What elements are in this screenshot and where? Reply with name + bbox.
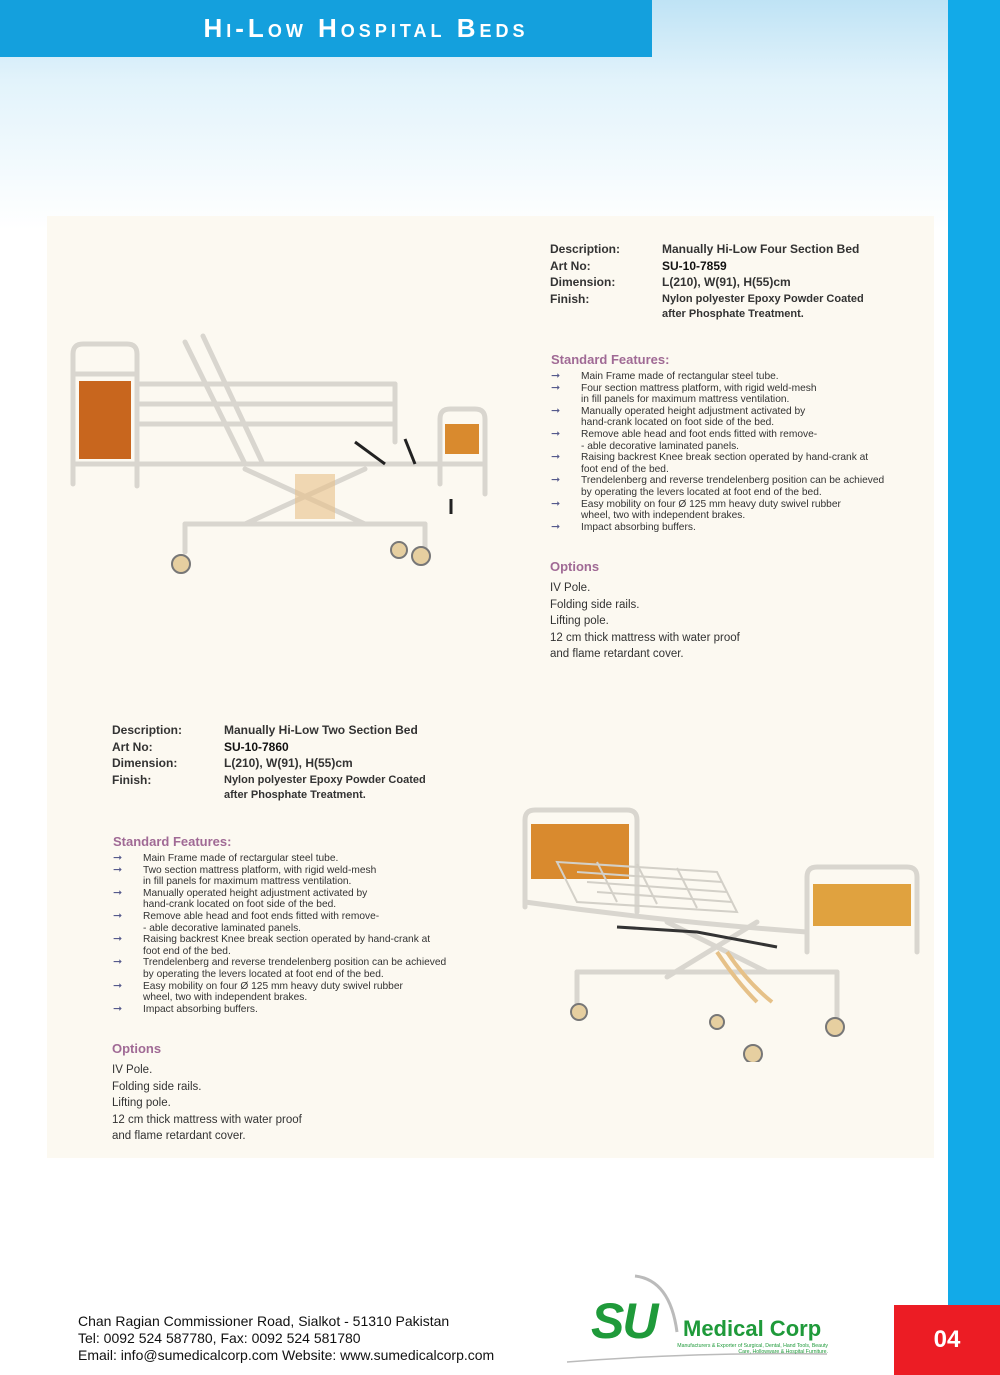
finish-value: Nylon polyester Epoxy Powder Coated (224, 773, 426, 786)
logo-tagline: Manufacturers & Exporter of Surgical, Dental, Hand Tools, Beauty Care, Hollowware & Hospital Furniture. (677, 1343, 828, 1355)
side-strip (948, 0, 1000, 1375)
feature-line: - able decorative laminated panels. (143, 922, 302, 934)
feature-line: Manually operated height adjustment activated by (143, 887, 368, 899)
option-item: and flame retardant cover. (112, 1130, 246, 1142)
feature-item (551, 452, 911, 475)
finish-label: Finish: (550, 291, 590, 306)
arrow-bullet-icon: ➞ (113, 1002, 123, 1015)
arrow-bullet-icon: ➞ (551, 404, 561, 417)
feature-line: in fill panels for maximum mattress ventilation. (581, 394, 790, 406)
arrow-bullet-icon: ➞ (551, 427, 561, 440)
arrow-bullet-icon: ➞ (551, 451, 561, 464)
feature-line: Remove able head and foot ends fitted with remove- (143, 910, 380, 922)
feature-item (551, 371, 911, 383)
options-list (112, 1062, 302, 1145)
feature-item (551, 383, 911, 406)
feature-line: Remove able head and foot ends fitted with remove- (581, 428, 818, 440)
feature-line: by operating the levers located at foot end of the bed. (581, 486, 822, 498)
product-2-features (113, 834, 473, 1015)
feature-item (551, 429, 911, 452)
page-number-badge (894, 1305, 1000, 1375)
art-no-label: Art No: (550, 258, 591, 273)
page-number: 04 (933, 1326, 961, 1353)
feature-item (113, 853, 473, 865)
feature-line: in fill panels for maximum mattress ventilation. (143, 876, 352, 888)
product-1-options (550, 559, 740, 663)
footer-contact (78, 1313, 494, 1364)
arrow-bullet-icon: ➞ (113, 979, 123, 992)
feature-line: Impact absorbing buffers. (143, 1003, 258, 1015)
product-2-options (112, 1041, 302, 1145)
description-value: Manually Hi-Low Two Section Bed (224, 723, 418, 737)
feature-text (581, 429, 817, 452)
finish-value-2: after Phosphate Treatment. (662, 308, 804, 320)
feature-line: Trendelenberg and reverse trendelenberg position can be achieved (143, 957, 447, 969)
feature-text (143, 1004, 258, 1016)
features-title: Standard Features: (113, 834, 232, 849)
company-logo (565, 1272, 835, 1364)
feature-line: - able decorative laminated panels. (581, 440, 740, 452)
dimension-value: L(210), W(91), H(55)cm (662, 275, 791, 289)
product-2-spec (112, 722, 426, 804)
feature-item (113, 911, 473, 934)
product-1-spec (550, 241, 864, 323)
feature-text (143, 911, 379, 934)
description-value: Manually Hi-Low Four Section Bed (662, 242, 860, 256)
feature-item (113, 865, 473, 888)
arrow-bullet-icon: ➞ (113, 886, 123, 899)
arrow-bullet-icon: ➞ (551, 370, 561, 382)
feature-line: Easy mobility on four Ø 125 mm heavy duty swivel rubber (143, 980, 403, 992)
feature-line: hand-crank located on foot side of the bed. (581, 417, 775, 429)
features-list (113, 853, 473, 1015)
option-item: and flame retardant cover. (550, 648, 684, 660)
two-section-bed-image (517, 802, 927, 1062)
option-item: Folding side rails. (112, 1080, 202, 1093)
arrow-bullet-icon: ➞ (551, 474, 561, 487)
feature-item (113, 957, 473, 980)
finish-label: Finish: (112, 772, 152, 787)
option-item: IV Pole. (550, 582, 591, 594)
option-item: IV Pole. (112, 1064, 153, 1076)
arrow-bullet-icon: ➞ (113, 933, 123, 946)
description-label: Description: (550, 242, 621, 256)
feature-text (143, 957, 446, 980)
feature-item (551, 475, 911, 498)
feature-line: Manually operated height adjustment activated by (581, 405, 806, 417)
feature-text (143, 934, 430, 957)
feature-text (581, 522, 696, 534)
feature-line: Four section mattress platform, with rigid weld-mesh (581, 382, 817, 394)
arrow-bullet-icon: ➞ (551, 520, 561, 533)
feature-line: Main Frame made of rectargular steel tube. (143, 853, 339, 864)
feature-text (143, 853, 338, 865)
arrow-bullet-icon: ➞ (551, 497, 561, 510)
head-panel (79, 381, 131, 459)
feature-line: Impact absorbing buffers. (581, 521, 696, 533)
finish-value-2: after Phosphate Treatment. (224, 789, 366, 801)
feature-line: Two section mattress platform, with rigid weld-mesh (143, 864, 377, 876)
feature-item (113, 981, 473, 1004)
feature-text (581, 406, 805, 429)
art-no-value: SU-10-7859 (662, 258, 727, 273)
feature-text (581, 383, 817, 406)
arrow-bullet-icon: ➞ (113, 852, 123, 864)
footer-address: Chan Ragian Commissioner Road, Sialkot - 51310 Pakistan (78, 1313, 450, 1329)
description-label: Description: (112, 723, 183, 737)
art-no-label: Art No: (112, 739, 153, 754)
product-1-features (551, 352, 911, 533)
footer-web: Email: info@sumedicalcorp.com Website: www.sumedicalcorp.com (78, 1347, 495, 1363)
page-title: Hi-Low Hospital Beds (203, 13, 529, 43)
feature-line: Main Frame made of rectangular steel tube. (581, 371, 779, 382)
feature-text (581, 452, 868, 475)
features-list (551, 371, 911, 533)
option-item: Lifting pole. (112, 1097, 171, 1109)
options-title: Options (550, 559, 600, 574)
options-list (550, 580, 740, 663)
option-item: 12 cm thick mattress with water proof (550, 631, 740, 644)
feature-line: wheel, two with independent brakes. (581, 510, 746, 522)
feature-text (581, 371, 779, 383)
feature-item (113, 1004, 473, 1016)
title-bar (0, 0, 652, 57)
feature-item (551, 499, 911, 522)
feature-text (581, 499, 841, 522)
footer-phone: Tel: 0092 524 587780, Fax: 0092 524 581780 (78, 1330, 361, 1346)
feature-line: Raising backrest Knee break section operated by hand-crank at (143, 934, 431, 946)
option-item: Lifting pole. (550, 615, 609, 627)
feature-item (113, 888, 473, 911)
arrow-bullet-icon: ➞ (551, 381, 561, 394)
logo-mark: SU (591, 1293, 657, 1349)
arrow-bullet-icon: ➞ (113, 909, 123, 922)
feature-line: Easy mobility on four Ø 125 mm heavy duty swivel rubber (581, 498, 841, 510)
feature-text (143, 981, 403, 1004)
feature-text (143, 888, 367, 911)
dimension-label: Dimension: (112, 756, 178, 770)
logo-name: Medical Corp (683, 1316, 822, 1341)
feature-item (113, 934, 473, 957)
feature-line: Trendelenberg and reverse trendelenberg position can be achieved (581, 475, 885, 487)
head-panel (531, 824, 629, 879)
options-title: Options (112, 1041, 162, 1056)
feature-text (143, 865, 376, 888)
dimension-label: Dimension: (550, 275, 616, 289)
finish-value: Nylon polyester Epoxy Powder Coated (662, 292, 864, 305)
four-section-bed-image (65, 324, 497, 574)
option-item: 12 cm thick mattress with water proof (112, 1113, 302, 1126)
foot-panel (445, 424, 479, 454)
feature-text (581, 475, 884, 498)
foot-panel (813, 884, 911, 926)
feature-line: Raising backrest Knee break section operated by hand-crank at (581, 452, 869, 464)
dimension-value: L(210), W(91), H(55)cm (224, 756, 353, 770)
feature-line: wheel, two with independent brakes. (143, 992, 308, 1004)
features-title: Standard Features: (551, 352, 670, 367)
feature-line: by operating the levers located at foot end of the bed. (143, 968, 384, 980)
feature-item (551, 522, 911, 534)
arrow-bullet-icon: ➞ (113, 863, 123, 876)
feature-item (551, 406, 911, 429)
option-item: Folding side rails. (550, 598, 640, 611)
catalog-panel (47, 216, 934, 1158)
arrow-bullet-icon: ➞ (113, 956, 123, 969)
feature-line: hand-crank located on foot side of the bed. (143, 899, 337, 911)
feature-line: foot end of the bed. (581, 463, 669, 475)
feature-line: foot end of the bed. (143, 945, 231, 957)
art-no-value: SU-10-7860 (224, 739, 289, 754)
